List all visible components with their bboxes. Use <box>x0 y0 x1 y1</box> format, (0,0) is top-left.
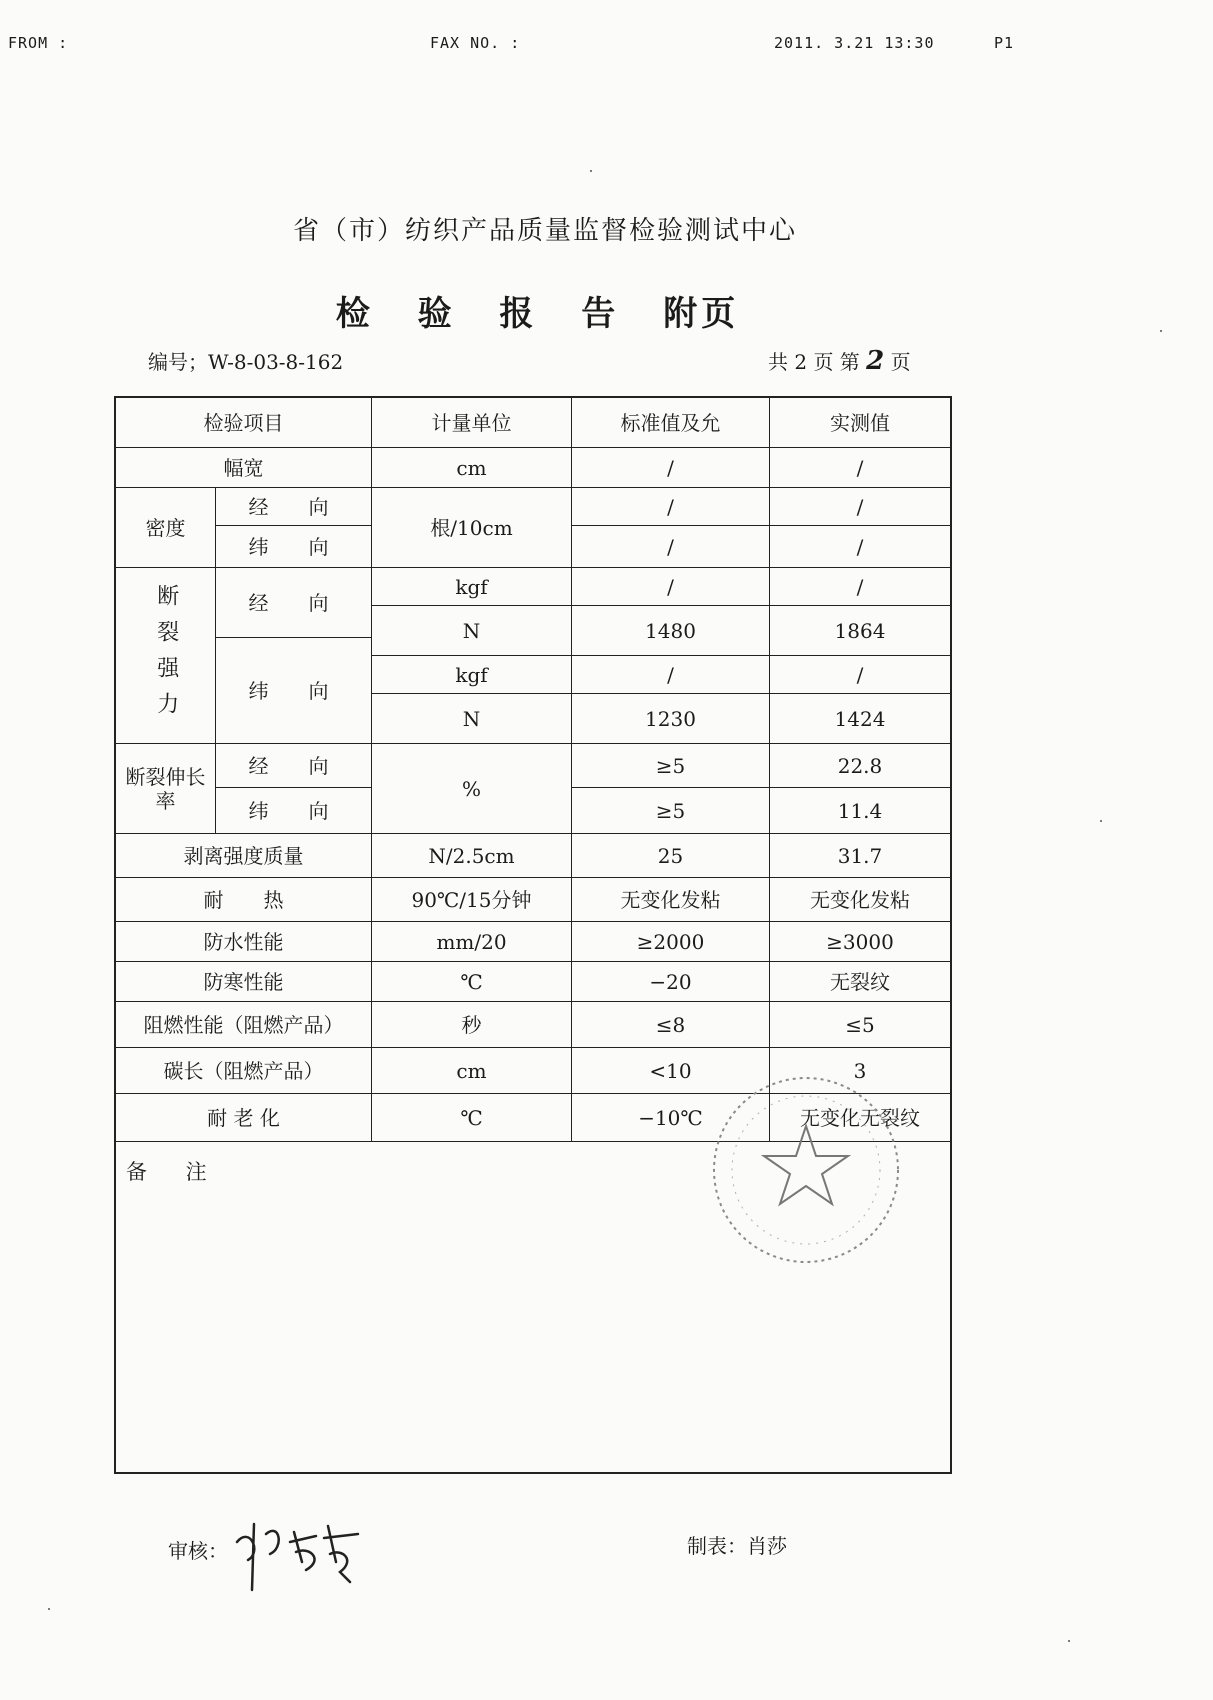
waterproof-standard: ≥2000 <box>572 922 770 962</box>
elongation-label: 断裂伸长率 <box>116 744 216 834</box>
flame-standard: ≤8 <box>572 1002 770 1048</box>
fax-from: FROM : <box>8 34 69 52</box>
cold-measured: 无裂纹 <box>770 962 950 1002</box>
scan-speck <box>1068 1640 1070 1642</box>
heat-unit: 90℃/15分钟 <box>372 878 572 922</box>
break-strength-label <box>116 568 216 744</box>
reviewer-label: 审核： <box>168 1539 228 1563</box>
header-item: 检验项目 <box>116 398 372 448</box>
density-warp-measured: / <box>770 488 950 526</box>
remarks-label: 备 注 <box>126 1160 223 1184</box>
scan-speck <box>48 1608 50 1610</box>
width-measured: / <box>770 448 950 488</box>
break-warp-dir: 经 向 <box>216 568 372 638</box>
peel-unit: N/2.5cm <box>372 834 572 878</box>
width-standard: / <box>572 448 770 488</box>
break-warp-n-unit: N <box>372 606 572 656</box>
peel-standard: 25 <box>572 834 770 878</box>
fax-number: FAX NO. : <box>430 34 521 52</box>
width-unit: cm <box>372 448 572 488</box>
header-standard: 标准值及允 <box>572 398 770 448</box>
break-weft-kgf-measured: / <box>770 656 950 694</box>
waterproof-measured: ≥3000 <box>770 922 950 962</box>
break-strength-label-text: 断裂强力 <box>153 583 179 728</box>
break-warp-kgf-measured: / <box>770 568 950 606</box>
break-weft-n-unit: N <box>372 694 572 744</box>
break-weft-dir: 纬 向 <box>216 638 372 744</box>
char-length-standard: <10 <box>572 1048 770 1094</box>
cold-standard: −20 <box>572 962 770 1002</box>
elongation-unit: % <box>372 744 572 834</box>
elongation-warp-dir: 经 向 <box>216 744 372 788</box>
density-weft-standard: / <box>572 526 770 568</box>
flame-measured: ≤5 <box>770 1002 950 1048</box>
aging-unit: ℃ <box>372 1094 572 1142</box>
heat-label: 耐 热 <box>116 878 372 922</box>
break-weft-n-measured: 1424 <box>770 694 950 744</box>
elongation-weft-dir: 纬 向 <box>216 788 372 834</box>
break-weft-kgf-standard: / <box>572 656 770 694</box>
scan-speck <box>1160 330 1162 332</box>
waterproof-label: 防水性能 <box>116 922 372 962</box>
organization-name: 省（市）纺织产品质量监督检验测试中心 <box>292 216 797 246</box>
char-length-unit: cm <box>372 1048 572 1094</box>
page-prefix: 共 2 页 第 <box>768 350 860 374</box>
elongation-warp-measured: 22.8 <box>770 744 950 788</box>
reviewer-signature <box>232 1512 367 1592</box>
fax-page: P1 <box>994 34 1015 52</box>
waterproof-unit: mm/20 <box>372 922 572 962</box>
page-indicator <box>768 346 911 376</box>
cold-unit: ℃ <box>372 962 572 1002</box>
flame-unit: 秒 <box>372 1002 572 1048</box>
preparer-label: 制表：肖莎 <box>687 1534 787 1558</box>
aging-standard: −10℃ <box>572 1094 770 1142</box>
break-warp-n-standard: 1480 <box>572 606 770 656</box>
heat-standard: 无变化发粘 <box>572 878 770 922</box>
scan-speck <box>1100 820 1102 822</box>
cold-label: 防寒性能 <box>116 962 372 1002</box>
char-length-measured: 3 <box>770 1048 950 1094</box>
aging-label: 耐 老 化 <box>116 1094 372 1142</box>
break-weft-n-standard: 1230 <box>572 694 770 744</box>
elongation-warp-standard: ≥5 <box>572 744 770 788</box>
density-label: 密度 <box>116 488 216 568</box>
elongation-weft-measured: 11.4 <box>770 788 950 834</box>
flame-label: 阻燃性能（阻燃产品） <box>116 1002 372 1048</box>
density-warp-dir: 经 向 <box>216 488 372 526</box>
report-title <box>0 286 1075 335</box>
header-unit: 计量单位 <box>372 398 572 448</box>
fax-datetime: 2011. 3.21 13:30 <box>774 34 935 52</box>
break-warp-kgf-unit: kgf <box>372 568 572 606</box>
char-length-label: 碳长（阻燃产品） <box>116 1048 372 1094</box>
density-warp-standard: / <box>572 488 770 526</box>
density-weft-dir: 纬 向 <box>216 526 372 568</box>
page-suffix: 页 <box>890 350 911 374</box>
scan-speck <box>590 170 592 172</box>
fax-header <box>0 34 1213 58</box>
heat-measured: 无变化发粘 <box>770 878 950 922</box>
density-unit: 根/10cm <box>372 488 572 568</box>
header-measured: 实测值 <box>770 398 950 448</box>
peel-measured: 31.7 <box>770 834 950 878</box>
page-current: 2 <box>866 346 885 376</box>
report-title-main: 检 验 报 告 <box>335 294 634 334</box>
peel-label: 剥离强度质量 <box>116 834 372 878</box>
density-weft-measured: / <box>770 526 950 568</box>
break-weft-kgf-unit: kgf <box>372 656 572 694</box>
report-title-sub: 附页 <box>663 294 740 334</box>
break-warp-kgf-standard: / <box>572 568 770 606</box>
aging-measured: 无变化无裂纹 <box>770 1094 950 1142</box>
report-number: 编号；W-8-03-8-162 <box>148 350 344 374</box>
break-warp-n-measured: 1864 <box>770 606 950 656</box>
official-seal-stamp <box>688 1058 913 1273</box>
elongation-weft-standard: ≥5 <box>572 788 770 834</box>
inspection-table <box>114 396 952 1474</box>
width-label: 幅宽 <box>116 448 372 488</box>
